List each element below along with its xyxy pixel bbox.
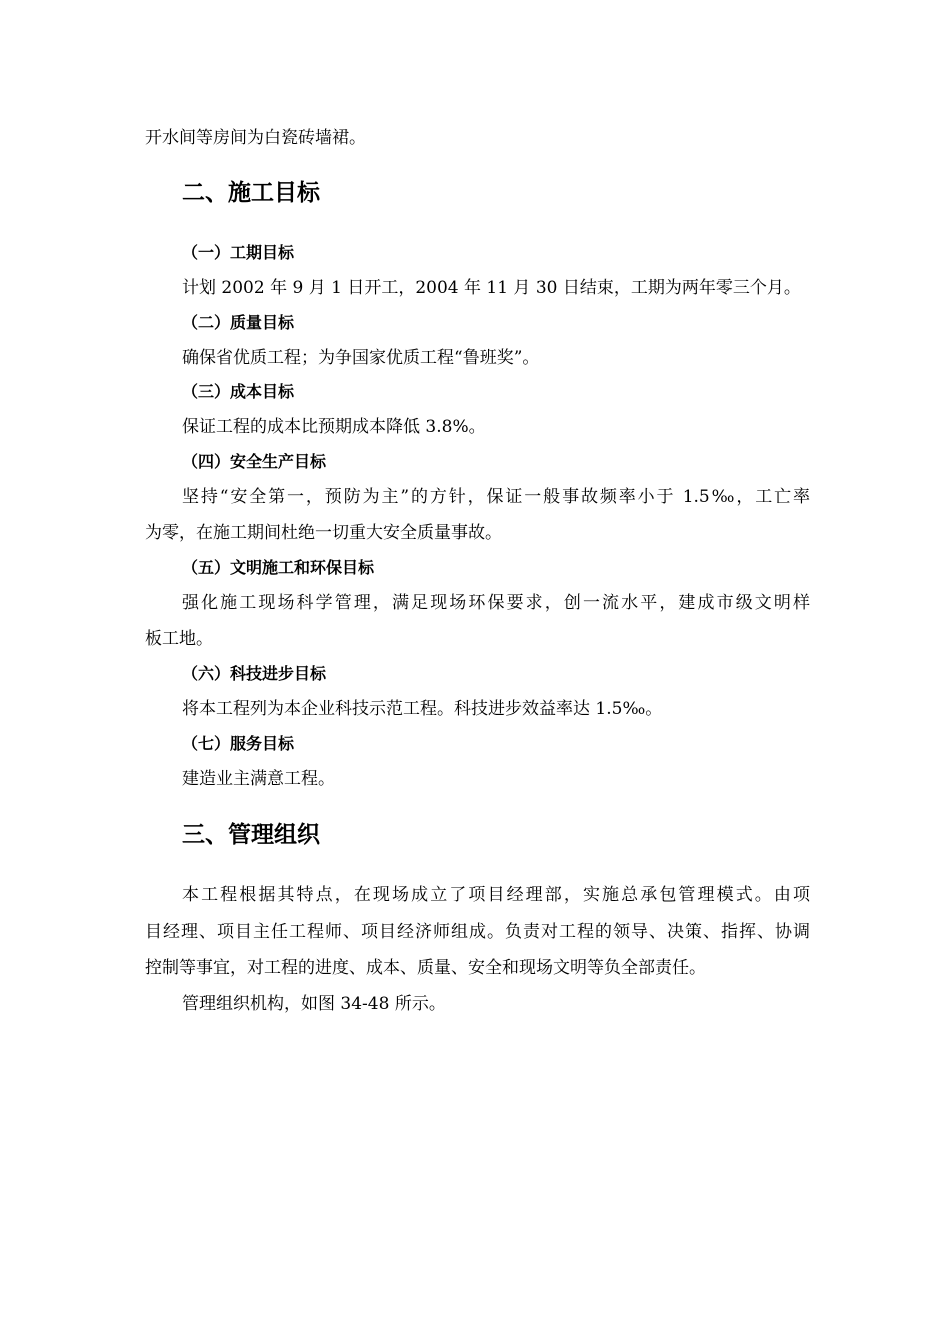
intro-line: 开水间等房间为白瓷砖墙裙。 (145, 128, 366, 148)
management-para-line-2: 目经理、项目主任工程师、项目经济师组成。负责对工程的领导、决策、指挥、协调 (145, 922, 810, 942)
goal-quality-text: 确保省优质工程；为争国家优质工程“鲁班奖”。 (182, 348, 540, 368)
management-para-line-3: 控制等事宜，对工程的进度、成本、质量、安全和现场文明等负全部责任。 (145, 958, 706, 978)
section-3-heading: 三、管理组织 (182, 822, 320, 848)
goal-civilized-text-line-1: 强化施工现场科学管理，满足现场环保要求，创一流水平，建成市级文明样 (182, 593, 810, 613)
management-para-line-1: 本工程根据其特点，在现场成立了项目经理部，实施总承包管理模式。由项 (182, 885, 810, 905)
goal-safety-heading: （四）安全生产目标 (182, 452, 327, 471)
goal-civilized-text-line-2: 板工地。 (145, 629, 213, 649)
section-2-heading: 二、施工目标 (182, 180, 320, 206)
goal-safety-text-line-2: 为零，在施工期间杜绝一切重大安全质量事故。 (145, 523, 502, 543)
goal-service-heading: （七）服务目标 (182, 734, 295, 753)
goal-quality-heading: （二）质量目标 (182, 313, 295, 332)
goal-service-text: 建造业主满意工程。 (182, 769, 335, 789)
management-org-text: 管理组织机构，如图 34-48 所示。 (182, 994, 446, 1014)
goal-cost-text: 保证工程的成本比预期成本降低 3.8%。 (182, 417, 486, 437)
goal-tech-heading: （六）科技进步目标 (182, 664, 327, 683)
goal-tech-text: 将本工程列为本企业科技示范工程。科技进步效益率达 1.5‰。 (182, 699, 663, 719)
goal-schedule-text: 计划 2002 年 9 月 1 日开工，2004 年 11 月 30 日结束，工期为两年零三个月。 (182, 278, 801, 298)
goal-cost-heading: （三）成本目标 (182, 382, 295, 401)
goal-civilized-heading: （五）文明施工和环保目标 (182, 558, 375, 577)
goal-safety-text-line-1: 坚持“安全第一，预防为主”的方针，保证一般事故频率小于 1.5‰，工亡率 (182, 487, 810, 507)
goal-schedule-heading: （一）工期目标 (182, 243, 295, 262)
